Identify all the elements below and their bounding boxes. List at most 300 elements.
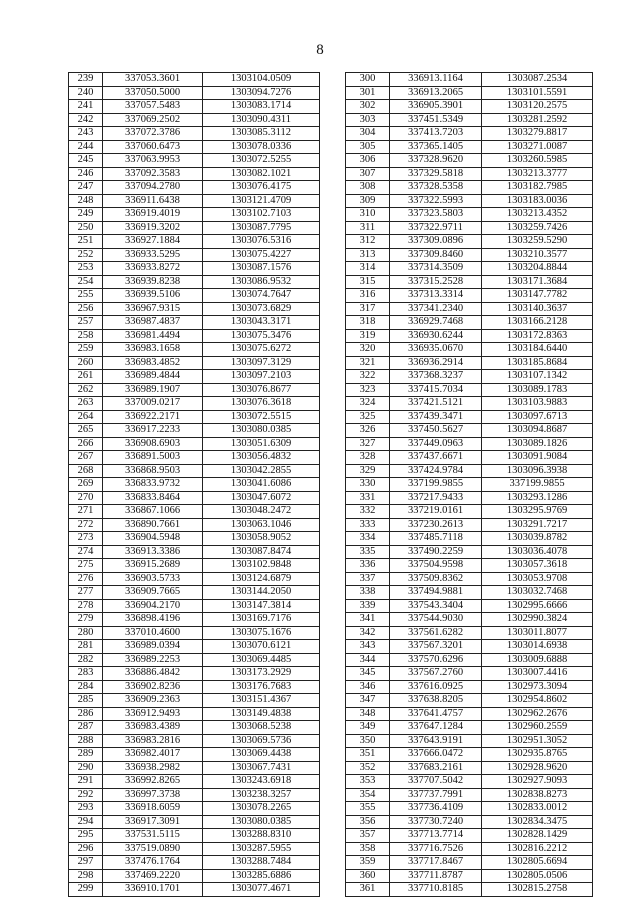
table-row — [69, 613, 320, 627]
y-coordinate-cell: 1303169.7176 — [203, 613, 320, 627]
y-coordinate-cell: 1302828.1429 — [482, 829, 593, 843]
y-coordinate-cell: 1303182.7985 — [482, 181, 593, 195]
x-coordinate-cell: 336909.2363 — [103, 694, 203, 708]
point-number-cell: 357 — [346, 829, 390, 843]
x-coordinate-cell: 337638.8205 — [390, 694, 482, 708]
point-number-cell: 298 — [69, 869, 103, 883]
table-row — [69, 464, 320, 478]
point-number-cell: 302 — [346, 100, 390, 114]
y-coordinate-cell: 1303144.2050 — [203, 586, 320, 600]
x-coordinate-cell: 337666.0472 — [390, 748, 482, 762]
y-coordinate-cell: 1303171.3684 — [482, 275, 593, 289]
point-number-cell: 303 — [346, 113, 390, 127]
y-coordinate-cell: 1303285.6886 — [203, 869, 320, 883]
point-number-cell: 289 — [69, 748, 103, 762]
x-coordinate-cell: 336935.0670 — [390, 343, 482, 357]
point-number-cell: 305 — [346, 140, 390, 154]
y-coordinate-cell: 1303009.6888 — [482, 653, 593, 667]
point-number-cell: 260 — [69, 356, 103, 370]
x-coordinate-cell: 337543.3404 — [390, 599, 482, 613]
y-coordinate-cell: 1303063.1046 — [203, 518, 320, 532]
point-number-cell: 332 — [346, 505, 390, 519]
y-coordinate-cell: 1303075.3476 — [203, 329, 320, 343]
table-row — [69, 356, 320, 370]
point-number-cell: 322 — [346, 370, 390, 384]
y-coordinate-cell: 1303039.8782 — [482, 532, 593, 546]
point-number-cell: 241 — [69, 100, 103, 114]
x-coordinate-cell: 336992.8265 — [103, 775, 203, 789]
y-coordinate-cell: 1302833.0012 — [482, 802, 593, 816]
x-coordinate-cell: 336983.1658 — [103, 343, 203, 357]
y-coordinate-cell: 1303097.3129 — [203, 356, 320, 370]
table-row — [69, 100, 320, 114]
table-row — [346, 329, 593, 343]
y-coordinate-cell: 1303074.7647 — [203, 289, 320, 303]
point-number-cell: 301 — [346, 86, 390, 100]
table-row — [346, 829, 593, 843]
y-coordinate-cell: 1303147.7782 — [482, 289, 593, 303]
point-number-cell: 324 — [346, 397, 390, 411]
y-coordinate-cell: 1303041.6086 — [203, 478, 320, 492]
x-coordinate-cell: 336919.3202 — [103, 221, 203, 235]
point-number-cell: 265 — [69, 424, 103, 438]
point-number-cell: 350 — [346, 734, 390, 748]
y-coordinate-cell: 1302951.3052 — [482, 734, 593, 748]
table-row — [346, 640, 593, 654]
y-coordinate-cell: 1302954.8602 — [482, 694, 593, 708]
table-row — [346, 275, 593, 289]
x-coordinate-cell: 337616.0925 — [390, 680, 482, 694]
table-row — [346, 248, 593, 262]
y-coordinate-cell: 1303295.9769 — [482, 505, 593, 519]
table-row — [69, 707, 320, 721]
x-coordinate-cell: 337449.0963 — [390, 437, 482, 451]
table-body-right — [346, 73, 593, 897]
table-row — [346, 181, 593, 195]
x-coordinate-cell: 336911.6438 — [103, 194, 203, 208]
x-coordinate-cell: 336833.8464 — [103, 491, 203, 505]
point-number-cell: 315 — [346, 275, 390, 289]
y-coordinate-cell: 1303238.3257 — [203, 788, 320, 802]
y-coordinate-cell: 1303057.3618 — [482, 559, 593, 573]
point-number-cell: 311 — [346, 221, 390, 235]
table-row — [69, 235, 320, 249]
point-number-cell: 294 — [69, 815, 103, 829]
x-coordinate-cell: 336898.4196 — [103, 613, 203, 627]
y-coordinate-cell: 1303076.3618 — [203, 397, 320, 411]
x-coordinate-cell: 337509.8362 — [390, 572, 482, 586]
point-number-cell: 259 — [69, 343, 103, 357]
table-row — [69, 694, 320, 708]
table-row — [346, 167, 593, 181]
y-coordinate-cell: 1303166.2128 — [482, 316, 593, 330]
x-coordinate-cell: 337009.0217 — [103, 397, 203, 411]
y-coordinate-cell: 1302995.6666 — [482, 599, 593, 613]
point-number-cell: 275 — [69, 559, 103, 573]
x-coordinate-cell: 336987.4837 — [103, 316, 203, 330]
table-row — [346, 154, 593, 168]
table-row — [69, 599, 320, 613]
point-number-cell: 352 — [346, 761, 390, 775]
x-coordinate-cell: 337710.8185 — [390, 883, 482, 897]
y-coordinate-cell: 1303288.8310 — [203, 829, 320, 843]
x-coordinate-cell: 337341.2340 — [390, 302, 482, 316]
table-row — [346, 680, 593, 694]
point-number-cell: 331 — [346, 491, 390, 505]
x-coordinate-cell: 337322.9711 — [390, 221, 482, 235]
y-coordinate-cell: 1303043.3171 — [203, 316, 320, 330]
table-row — [346, 856, 593, 870]
y-coordinate-cell: 1303103.9883 — [482, 397, 593, 411]
table-row — [346, 113, 593, 127]
x-coordinate-cell: 337711.8787 — [390, 869, 482, 883]
y-coordinate-cell: 1303087.2534 — [482, 73, 593, 87]
point-number-cell: 296 — [69, 842, 103, 856]
x-coordinate-cell: 336939.8238 — [103, 275, 203, 289]
point-number-cell: 295 — [69, 829, 103, 843]
table-row — [69, 316, 320, 330]
x-coordinate-cell: 337069.2502 — [103, 113, 203, 127]
y-coordinate-cell: 1302805.6694 — [482, 856, 593, 870]
table-row — [69, 788, 320, 802]
x-coordinate-cell: 336930.6244 — [390, 329, 482, 343]
y-coordinate-cell: 1303007.4416 — [482, 667, 593, 681]
table-row — [346, 100, 593, 114]
x-coordinate-cell: 336908.6903 — [103, 437, 203, 451]
table-row — [69, 734, 320, 748]
y-coordinate-cell: 1303078.0336 — [203, 140, 320, 154]
x-coordinate-cell: 336919.4019 — [103, 208, 203, 222]
point-number-cell: 334 — [346, 532, 390, 546]
x-coordinate-cell: 337314.3509 — [390, 262, 482, 276]
table-row — [69, 424, 320, 438]
y-coordinate-cell: 1303173.2929 — [203, 667, 320, 681]
y-coordinate-cell: 1303176.7683 — [203, 680, 320, 694]
x-coordinate-cell: 336989.2253 — [103, 653, 203, 667]
coordinates-table-left — [68, 72, 320, 897]
table-row — [69, 451, 320, 465]
x-coordinate-cell: 337570.6296 — [390, 653, 482, 667]
y-coordinate-cell: 1302960.2559 — [482, 721, 593, 735]
point-number-cell: 297 — [69, 856, 103, 870]
x-coordinate-cell: 337567.2760 — [390, 667, 482, 681]
table-row — [346, 437, 593, 451]
point-number-cell: 243 — [69, 127, 103, 141]
y-coordinate-cell: 1303204.8844 — [482, 262, 593, 276]
point-number-cell: 253 — [69, 262, 103, 276]
y-coordinate-cell: 1303082.1021 — [203, 167, 320, 181]
x-coordinate-cell: 337716.7526 — [390, 842, 482, 856]
x-coordinate-cell: 336938.2982 — [103, 761, 203, 775]
point-number-cell: 261 — [69, 370, 103, 384]
point-number-cell: 358 — [346, 842, 390, 856]
point-number-cell: 239 — [69, 73, 103, 87]
x-coordinate-cell: 337736.4109 — [390, 802, 482, 816]
table-row — [69, 653, 320, 667]
table-row — [346, 370, 593, 384]
table-row — [346, 194, 593, 208]
x-coordinate-cell: 337313.3314 — [390, 289, 482, 303]
table-row — [69, 140, 320, 154]
y-coordinate-cell: 1303279.8817 — [482, 127, 593, 141]
table-row — [69, 640, 320, 654]
x-coordinate-cell: 337519.0890 — [103, 842, 203, 856]
x-coordinate-cell: 336913.3386 — [103, 545, 203, 559]
x-coordinate-cell: 337707.5042 — [390, 775, 482, 789]
table-row — [346, 694, 593, 708]
point-number-cell: 276 — [69, 572, 103, 586]
table-row — [69, 518, 320, 532]
table-row — [69, 869, 320, 883]
y-coordinate-cell: 1303149.4838 — [203, 707, 320, 721]
point-number-cell: 254 — [69, 275, 103, 289]
x-coordinate-cell: 336927.1884 — [103, 235, 203, 249]
y-coordinate-cell: 1303140.3637 — [482, 302, 593, 316]
x-coordinate-cell: 337451.5349 — [390, 113, 482, 127]
x-coordinate-cell: 336989.0394 — [103, 640, 203, 654]
x-coordinate-cell: 336933.5295 — [103, 248, 203, 262]
table-row — [346, 869, 593, 883]
y-coordinate-cell: 1303102.7103 — [203, 208, 320, 222]
x-coordinate-cell: 336933.8272 — [103, 262, 203, 276]
point-number-cell: 244 — [69, 140, 103, 154]
table-row — [69, 383, 320, 397]
point-number-cell: 323 — [346, 383, 390, 397]
x-coordinate-cell: 337309.0896 — [390, 235, 482, 249]
y-coordinate-cell: 1303213.3777 — [482, 167, 593, 181]
point-number-cell: 246 — [69, 167, 103, 181]
x-coordinate-cell: 336918.6059 — [103, 802, 203, 816]
x-coordinate-cell: 337060.6473 — [103, 140, 203, 154]
x-coordinate-cell: 336936.2914 — [390, 356, 482, 370]
table-row — [346, 667, 593, 681]
x-coordinate-cell: 337323.5803 — [390, 208, 482, 222]
x-coordinate-cell: 336983.4852 — [103, 356, 203, 370]
point-number-cell: 330 — [346, 478, 390, 492]
table-row — [346, 73, 593, 87]
table-row — [346, 842, 593, 856]
point-number-cell: 240 — [69, 86, 103, 100]
y-coordinate-cell: 1303120.2575 — [482, 100, 593, 114]
y-coordinate-cell: 1302805.0506 — [482, 869, 593, 883]
x-coordinate-cell: 337567.3201 — [390, 640, 482, 654]
point-number-cell: 283 — [69, 667, 103, 681]
x-coordinate-cell: 336833.9732 — [103, 478, 203, 492]
table-row — [69, 437, 320, 451]
x-coordinate-cell: 337439.3471 — [390, 410, 482, 424]
point-number-cell: 271 — [69, 505, 103, 519]
table-row — [346, 545, 593, 559]
y-coordinate-cell: 1303056.4832 — [203, 451, 320, 465]
point-number-cell: 282 — [69, 653, 103, 667]
point-number-cell: 348 — [346, 707, 390, 721]
x-coordinate-cell: 337322.5993 — [390, 194, 482, 208]
point-number-cell: 274 — [69, 545, 103, 559]
y-coordinate-cell: 1303210.3577 — [482, 248, 593, 262]
x-coordinate-cell: 337504.9598 — [390, 559, 482, 573]
table-row — [346, 302, 593, 316]
x-coordinate-cell: 337415.7034 — [390, 383, 482, 397]
table-row — [69, 113, 320, 127]
table-row — [346, 505, 593, 519]
y-coordinate-cell: 1303014.6938 — [482, 640, 593, 654]
y-coordinate-cell: 1303091.9084 — [482, 451, 593, 465]
point-number-cell: 249 — [69, 208, 103, 222]
table-row — [346, 721, 593, 735]
table-row — [69, 559, 320, 573]
point-number-cell: 361 — [346, 883, 390, 897]
table-row — [346, 599, 593, 613]
point-number-cell: 288 — [69, 734, 103, 748]
table-row — [69, 127, 320, 141]
point-number-cell: 317 — [346, 302, 390, 316]
x-coordinate-cell: 337329.5818 — [390, 167, 482, 181]
table-row — [69, 275, 320, 289]
point-number-cell: 353 — [346, 775, 390, 789]
y-coordinate-cell: 1303087.8474 — [203, 545, 320, 559]
x-coordinate-cell: 336981.4494 — [103, 329, 203, 343]
table-row — [69, 248, 320, 262]
point-number-cell: 326 — [346, 424, 390, 438]
x-coordinate-cell: 337647.1284 — [390, 721, 482, 735]
y-coordinate-cell: 1303260.5985 — [482, 154, 593, 168]
point-number-cell: 270 — [69, 491, 103, 505]
point-number-cell: 263 — [69, 397, 103, 411]
y-coordinate-cell: 337199.9855 — [482, 478, 593, 492]
point-number-cell: 252 — [69, 248, 103, 262]
x-coordinate-cell: 337094.2780 — [103, 181, 203, 195]
y-coordinate-cell: 1303036.4078 — [482, 545, 593, 559]
x-coordinate-cell: 336891.5003 — [103, 451, 203, 465]
x-coordinate-cell: 337199.9855 — [390, 478, 482, 492]
x-coordinate-cell: 337315.2528 — [390, 275, 482, 289]
y-coordinate-cell: 1303089.1826 — [482, 437, 593, 451]
point-number-cell: 281 — [69, 640, 103, 654]
point-number-cell: 306 — [346, 154, 390, 168]
y-coordinate-cell: 1303271.0087 — [482, 140, 593, 154]
x-coordinate-cell: 337328.5358 — [390, 181, 482, 195]
point-number-cell: 245 — [69, 154, 103, 168]
y-coordinate-cell: 1302834.3475 — [482, 815, 593, 829]
y-coordinate-cell: 1303076.5316 — [203, 235, 320, 249]
table-row — [69, 532, 320, 546]
y-coordinate-cell: 1303094.7276 — [203, 86, 320, 100]
point-number-cell: 256 — [69, 302, 103, 316]
table-row — [346, 613, 593, 627]
table-row — [69, 343, 320, 357]
table-row — [346, 316, 593, 330]
point-number-cell: 279 — [69, 613, 103, 627]
y-coordinate-cell: 1303042.2855 — [203, 464, 320, 478]
point-number-cell: 255 — [69, 289, 103, 303]
x-coordinate-cell: 337219.0161 — [390, 505, 482, 519]
y-coordinate-cell: 1303090.4311 — [203, 113, 320, 127]
y-coordinate-cell: 1303075.4227 — [203, 248, 320, 262]
y-coordinate-cell: 1303288.7484 — [203, 856, 320, 870]
point-number-cell: 310 — [346, 208, 390, 222]
point-number-cell: 337 — [346, 572, 390, 586]
table-row — [69, 370, 320, 384]
point-number-cell: 320 — [346, 343, 390, 357]
y-coordinate-cell: 1303076.4175 — [203, 181, 320, 195]
table-row — [346, 653, 593, 667]
x-coordinate-cell: 337010.4600 — [103, 626, 203, 640]
y-coordinate-cell: 1302935.8765 — [482, 748, 593, 762]
y-coordinate-cell: 1303048.2472 — [203, 505, 320, 519]
y-coordinate-cell: 1303070.6121 — [203, 640, 320, 654]
table-row — [69, 775, 320, 789]
y-coordinate-cell: 1303069.4485 — [203, 653, 320, 667]
x-coordinate-cell: 336912.9493 — [103, 707, 203, 721]
y-coordinate-cell: 1303073.6829 — [203, 302, 320, 316]
y-coordinate-cell: 1303097.2103 — [203, 370, 320, 384]
x-coordinate-cell: 337309.8460 — [390, 248, 482, 262]
point-number-cell: 247 — [69, 181, 103, 195]
point-number-cell: 251 — [69, 235, 103, 249]
point-number-cell: 268 — [69, 464, 103, 478]
point-number-cell: 327 — [346, 437, 390, 451]
table-row — [69, 86, 320, 100]
y-coordinate-cell: 1303086.9532 — [203, 275, 320, 289]
point-number-cell: 347 — [346, 694, 390, 708]
table-row — [346, 788, 593, 802]
x-coordinate-cell: 336917.3091 — [103, 815, 203, 829]
point-number-cell: 314 — [346, 262, 390, 276]
point-number-cell: 258 — [69, 329, 103, 343]
x-coordinate-cell: 337717.8467 — [390, 856, 482, 870]
y-coordinate-cell: 1302927.9093 — [482, 775, 593, 789]
y-coordinate-cell: 1303121.4709 — [203, 194, 320, 208]
y-coordinate-cell: 1303069.5736 — [203, 734, 320, 748]
point-number-cell: 267 — [69, 451, 103, 465]
x-coordinate-cell: 336983.4389 — [103, 721, 203, 735]
point-number-cell: 291 — [69, 775, 103, 789]
y-coordinate-cell: 1303104.0509 — [203, 73, 320, 87]
table-row — [346, 451, 593, 465]
point-number-cell: 286 — [69, 707, 103, 721]
table-row — [346, 424, 593, 438]
x-coordinate-cell: 337053.3601 — [103, 73, 203, 87]
x-coordinate-cell: 337713.7714 — [390, 829, 482, 843]
x-coordinate-cell: 336913.2065 — [390, 86, 482, 100]
point-number-cell: 269 — [69, 478, 103, 492]
x-coordinate-cell: 337365.1405 — [390, 140, 482, 154]
table-row — [69, 545, 320, 559]
table-row — [69, 154, 320, 168]
point-number-cell: 360 — [346, 869, 390, 883]
point-number-cell: 312 — [346, 235, 390, 249]
table-row — [346, 397, 593, 411]
y-coordinate-cell: 1303243.6918 — [203, 775, 320, 789]
point-number-cell: 354 — [346, 788, 390, 802]
table-row — [69, 478, 320, 492]
y-coordinate-cell: 1302973.3094 — [482, 680, 593, 694]
table-row — [69, 194, 320, 208]
x-coordinate-cell: 336913.1164 — [390, 73, 482, 87]
x-coordinate-cell: 336915.2689 — [103, 559, 203, 573]
table-row — [69, 829, 320, 843]
table-row — [346, 491, 593, 505]
x-coordinate-cell: 337643.9191 — [390, 734, 482, 748]
point-number-cell: 325 — [346, 410, 390, 424]
table-row — [69, 167, 320, 181]
x-coordinate-cell: 336989.4844 — [103, 370, 203, 384]
point-number-cell: 321 — [346, 356, 390, 370]
x-coordinate-cell: 337469.2220 — [103, 869, 203, 883]
x-coordinate-cell: 336910.1701 — [103, 883, 203, 897]
y-coordinate-cell: 1303281.2592 — [482, 113, 593, 127]
y-coordinate-cell: 1303087.7795 — [203, 221, 320, 235]
